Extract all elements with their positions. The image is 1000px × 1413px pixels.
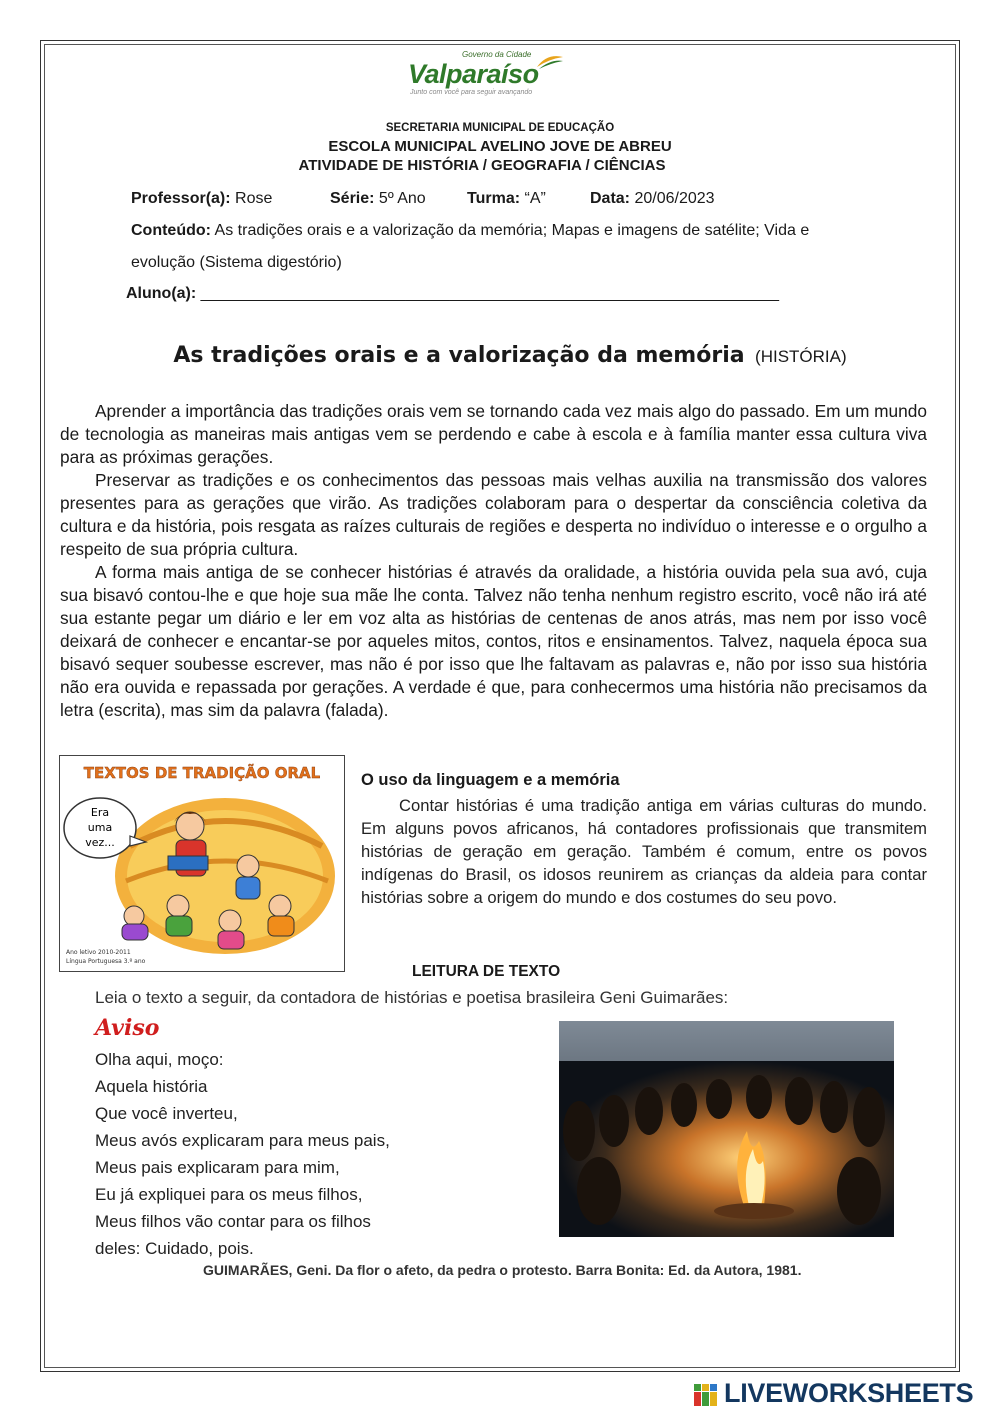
paragraph-2: Preservar as tradições e os conhecimentos das pessoas mais velhas auxilia na transmissão dos valores presentes para as gerações que virão. As tradições colaboram para o despertar da consciência coletiva da cultura e da história, pois resgata as raízes culturais de regiões e desperta no indivíduo o interesse e o orgulho a respeito de sua própria cultura. [60, 470, 927, 559]
secretaria-heading: SECRETARIA MUNICIPAL DE EDUCAÇÃO [385, 122, 615, 134]
illustration-caption-2: Língua Portuguesa 3.º ano [66, 958, 146, 965]
bubble-line-3: vez... [85, 836, 115, 849]
serie-field [330, 190, 426, 208]
conteudo-text-1: As tradições orais e a valorização da memória; Mapas e imagens de satélite; Vida e [214, 222, 810, 239]
section-body [361, 794, 927, 909]
campfire-photo [559, 1021, 894, 1237]
main-title-tag: (HISTÓRIA) [755, 347, 847, 366]
poem-line: Que você inverteu, [95, 1104, 238, 1123]
paragraph-3: A forma mais antiga de se conhecer histórias é através da oralidade, a história ouvida pela sua avó, cuja sua bisavó contou-lhe e que hoje sua mãe lhe conta. Talvez não tenha nenhum registro escrito, você não irá até sua estante pegar um diário e ler em voz alta as histórias de centenas de anos atrás, mas nem por isso você deixará de conhecer e encantar-se por aqueles mitos, contos, ritos e ensinamentos. Talvez, naquela época sua bisavó sequer soubesse escrever, mas não é por isso que lhe faltavam as palavras e, não por isso sua história não era ouvida e repassada por gerações. A verdade é que, para conhecermos uma história não precisamos da letra (escrita), mas sim da palavra (falada). [60, 562, 927, 720]
date-label: Data: [590, 190, 631, 207]
illustration-caption-1: Ano letivo 2010-2011 [66, 949, 131, 956]
turma-field [467, 190, 546, 208]
logo-swoosh-icon [535, 53, 565, 71]
professor-field [131, 190, 272, 208]
poem-line: Meus filhos vão contar para os filhos [95, 1212, 371, 1231]
poem-line: Olha aqui, moço: [95, 1050, 224, 1069]
poem-line: Aquela história [95, 1077, 208, 1096]
bubble-line-2: uma [87, 821, 113, 834]
oral-tradition-illustration [59, 755, 345, 972]
serie-value: 5º Ano [378, 190, 426, 207]
bibliographic-reference: GUIMARÃES, Geni. Da flor o afeto, da pedra o protesto. Barra Bonita: Ed. da Autora, 1981. [203, 1262, 802, 1278]
aluno-label: Aluno(a): [126, 285, 197, 302]
aluno-field [126, 285, 779, 303]
storyteller-illustration-icon [60, 756, 344, 971]
poem-title: Aviso [95, 1015, 160, 1041]
illustration-banner: TEXTOS DE TRADIÇÃO ORAL [83, 764, 321, 782]
logo-top-text: Governo da Cidade [462, 50, 532, 59]
professor-value: Rose [235, 190, 273, 207]
professor-label: Professor(a): [131, 190, 231, 207]
turma-value: “A” [524, 190, 546, 207]
reading-intro: Leia o texto a seguir, da contadora de histórias e poetisa brasileira Geni Guimarães: [95, 988, 729, 1007]
logo-name: Valparaíso [408, 59, 539, 89]
date-field [590, 190, 715, 208]
poem-line: deles: Cuidado, pois. [95, 1239, 254, 1258]
school-name: ESCOLA MUNICIPAL AVELINO JOVE DE ABREU [328, 138, 672, 155]
conteudo-label: Conteúdo: [131, 222, 211, 239]
main-title [0, 343, 1000, 368]
activity-title: ATIVIDADE DE HISTÓRIA / GEOGRAFIA / CIÊNCIAS [298, 157, 666, 174]
section-body-text: Contar histórias é uma tradição antiga em várias culturas do mundo. Em alguns povos africanos, há contadores profissionais que transmitem histórias de geração em geração. Também é comum, entre os povos indígenas do Brasil, os idosos reunirem as crianças da aldeia para contar histórias sobre a origem do mundo e dos costumes do seu povo. [361, 796, 927, 907]
intro-paragraphs [60, 400, 927, 722]
turma-label: Turma: [467, 190, 521, 207]
main-title-text: As tradições orais e a valorização da memória [173, 343, 745, 368]
poem-line: Eu já expliquei para os meus filhos, [95, 1185, 363, 1204]
poem-line: Meus pais explicaram para mim, [95, 1158, 340, 1177]
poem-line: Meus avós explicaram para meus pais, [95, 1131, 390, 1150]
campfire-photo-icon [559, 1021, 894, 1237]
paragraph-1: Aprender a importância das tradições orais vem se tornando cada vez mais algo do passado. Em um mundo de tecnologia as maneiras mais antigas vem se perdendo e cabe à escola e à família manter essa cultura viva para as próximas gerações. [60, 401, 927, 467]
poem-lines [95, 1046, 390, 1262]
aluno-blank-line[interactable]: _________________________________________________________________ [200, 285, 780, 302]
date-value: 20/06/2023 [634, 190, 715, 207]
liveworksheets-text: LIVEWORKSHEETS [724, 1378, 974, 1408]
logo-slogan: Junto com você para seguir avançando [410, 89, 533, 96]
conteudo-text-2: evolução (Sistema digestório) [131, 254, 342, 271]
bubble-line-1: Era [90, 806, 110, 819]
serie-label: Série: [330, 190, 375, 207]
conteudo-line-1 [131, 222, 809, 240]
valparaiso-logo [400, 50, 600, 102]
section-heading: O uso da linguagem e a memória [361, 771, 620, 789]
reading-heading: LEITURA DE TEXTO [412, 963, 561, 980]
liveworksheets-icon [694, 1384, 718, 1406]
